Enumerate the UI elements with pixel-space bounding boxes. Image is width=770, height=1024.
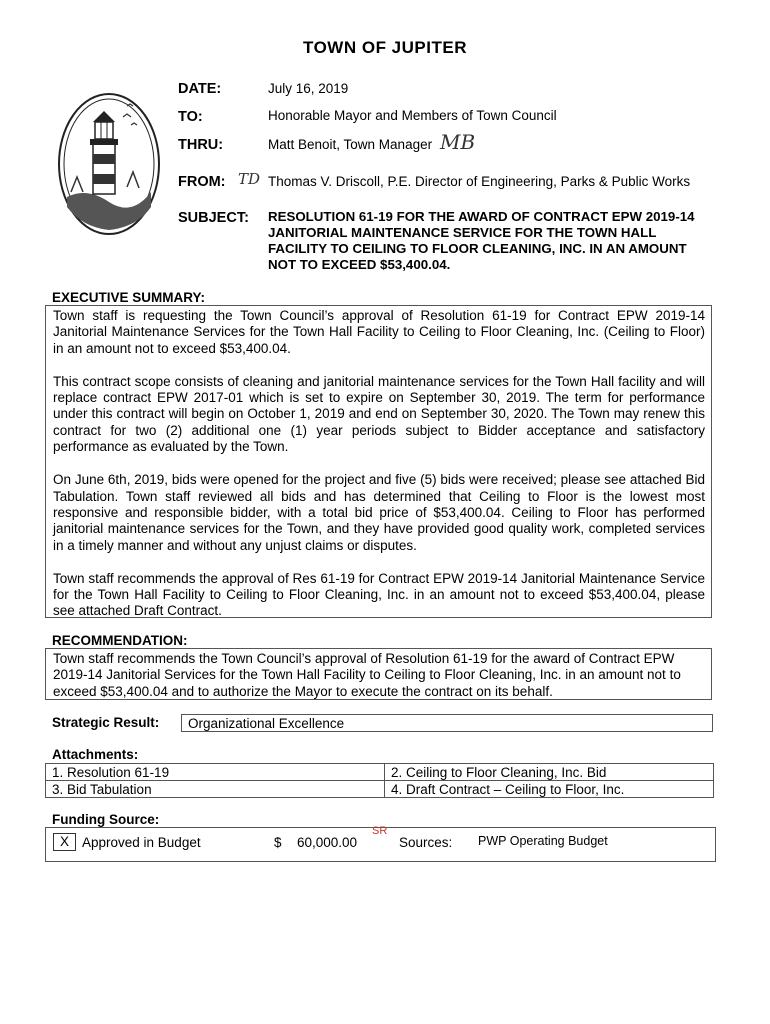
executive-summary-paragraph: Town staff recommends the approval of Res 61-19 for Contract EPW 2019-14 Janitorial Maintenance Service for the Town Hall Facility to Ceiling to Floor Cleaning, Inc. in an amount not to exceed $53,400.04, please see attached Draft Contract. — [53, 570, 705, 619]
to-value: Honorable Mayor and Members of Town Council — [268, 108, 557, 123]
strategic-result-value: Organizational Excellence — [181, 714, 713, 732]
executive-summary-paragraph: This contract scope consists of cleaning and janitorial maintenance services for the Town Hall facility and will replace contract EPW 2017-01 which is set to expire on September 30, 2019. The term for performance under this contract will begin on October 1, 2019 and end on September 30, 2020. The Town may renew this contract for two (2) additional one (1) year periods subject to Bidder acceptance and satisfactory performance as evaluated by the Town. — [53, 373, 705, 455]
initials-stamp: SR — [372, 825, 388, 837]
subject-label: SUBJECT: — [178, 210, 249, 226]
approved-in-budget-label: Approved in Budget — [82, 835, 201, 850]
executive-summary-paragraph: Town staff is requesting the Town Council’s approval of Resolution 61-19 for Contract EPW 2019-14 Janitorial Maintenance Services for the Town Hall Facility to Ceiling to Floor Cleaning, Inc. (Ceiling to Floor) in an amount not to exceed $53,400.04. — [53, 308, 705, 356]
thru-value: Matt Benoit, Town Manager — [268, 137, 433, 152]
executive-summary-paragraph: On June 6th, 2019, bids were opened for the project and five (5) bids were received; please see attached Bid Tabulation. Town staff reviewed all bids and has determined that Ceiling to Floor is the lowest most responsive and responsible bidder, with a total bid price of $53,400.04. Ceiling to Floor has performed janitorial maintenance services for the Town, and they have provided good quality work, completed services in a timely manner and without any unjust claims or disputes. — [53, 472, 705, 553]
from-value: Thomas V. Driscoll, P.E. Director of Engineering, Parks & Public Works — [268, 174, 691, 189]
funding-source-box — [45, 827, 716, 862]
attachments-heading: Attachments: — [52, 747, 139, 762]
thru-initials-signature: MB — [440, 130, 476, 154]
from-initials-signature: TD — [238, 170, 261, 188]
to-label: TO: — [178, 109, 203, 125]
recommendation-text: Town staff recommends the Town Council’s approval of Resolution 61-19 for the award of Contract EPW 2019-14 Janitorial Services for the Town Hall Facility to Ceiling to Floor Cleaning, Inc. in an amount not to exceed $53,400.04 and to authorize the Mayor to execute the contract on its behalf. — [53, 651, 681, 699]
currency-symbol: $ — [274, 835, 282, 850]
approved-in-budget-checkbox[interactable]: X — [53, 833, 76, 851]
attachment-item[interactable]: 4. Draft Contract – Ceiling to Floor, Inc. — [385, 781, 714, 798]
thru-label: THRU: — [178, 137, 224, 153]
attachment-item[interactable]: 2. Ceiling to Floor Cleaning, Inc. Bid — [385, 764, 714, 781]
attachment-item[interactable]: 3. Bid Tabulation — [46, 781, 385, 798]
executive-summary-box — [45, 305, 712, 618]
date-value: July 16, 2019 — [268, 81, 349, 96]
executive-summary-heading: EXECUTIVE SUMMARY: — [52, 290, 206, 305]
town-seal-lighthouse-logo — [57, 92, 161, 236]
date-label: DATE: — [178, 81, 222, 97]
budget-amount: 60,000.00 — [297, 835, 358, 850]
subject-value: RESOLUTION 61-19 FOR THE AWARD OF CONTRACT EPW 2019-14 JANITORIAL MAINTENANCE SERVICE FOR THE TOWN HALL FACILITY TO CEILING TO FLOOR CLEANING, INC. IN AN AMOUNT NOT TO EXCEED $53,400.04. — [268, 209, 695, 272]
sources-label: Sources: — [399, 835, 453, 850]
strategic-result-label: Strategic Result: — [52, 715, 160, 730]
attachment-item[interactable]: 1. Resolution 61-19 — [46, 764, 385, 781]
recommendation-box — [45, 648, 712, 700]
page-title: TOWN OF JUPITER — [303, 38, 467, 57]
from-label: FROM: — [178, 174, 226, 190]
sources-value: PWP Operating Budget — [478, 834, 608, 848]
recommendation-heading: RECOMMENDATION: — [52, 633, 188, 648]
attachments-table — [45, 763, 714, 798]
funding-source-heading: Funding Source: — [52, 812, 160, 827]
